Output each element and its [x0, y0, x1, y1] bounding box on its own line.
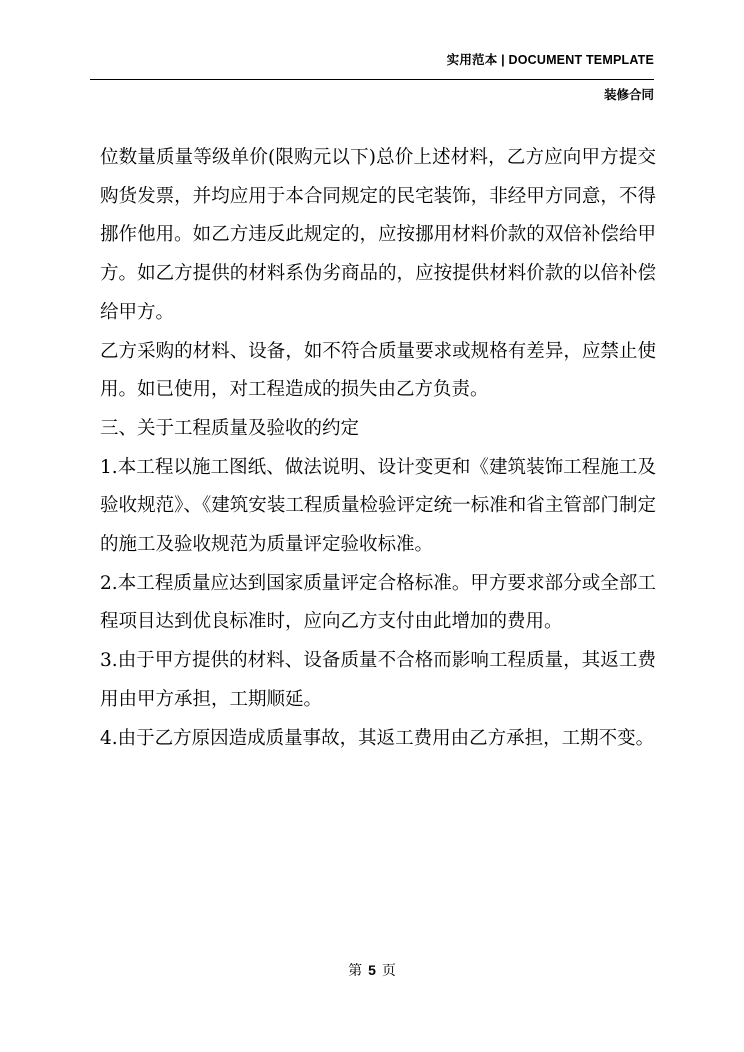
page-footer [0, 961, 744, 980]
section-heading-quality: 三、关于工程质量及验收的约定 [100, 417, 360, 439]
page-header [447, 52, 654, 68]
page-number: 5 [368, 962, 376, 978]
clause-1: 1.本工程以施工图纸、做法说明、设计变更和《建筑装饰工程施工及验收规范》、《建筑安装工程质量检验评定统一标准和省主管部门制定的施工及验收规范为质量评定验收标准。 [100, 456, 656, 556]
paragraph-materials: 位数量质量等级单价(限购元以下)总价上述材料，乙方应向甲方提交购货发票，并均应用于本合同规定的民宅装饰，非经甲方同意，不得挪作他用。如乙方违反此规定的，应按挪用材料价款的双倍补偿给甲方。如乙方提供的材料系伪劣商品的，应按提供材料价款的以倍补偿给甲方。 [100, 147, 656, 323]
clause-2: 2.本工程质量应达到国家质量评定合格标准。甲方要求部分或全部工程项目达到优良标准时，应向乙方支付由此增加的费用。 [100, 572, 656, 633]
clause-4: 4.由于乙方原因造成质量事故，其返工费用由乙方承担，工期不变。 [100, 727, 655, 749]
clause-3: 3.由于甲方提供的材料、设备质量不合格而影响工程质量，其返工费用由甲方承担，工期顺延。 [100, 650, 656, 710]
header-divider [90, 79, 654, 80]
header-brand: 实用范本 | DOCUMENT TEMPLATE [446, 53, 654, 67]
paragraph-purchased-materials: 乙方采购的材料、设备，如不符合质量要求或规格有差异，应禁止使用。如已使用，对工程造成的损失由乙方负责。 [100, 340, 656, 401]
document-body [100, 139, 656, 758]
page-label-suffix: 页 [381, 963, 396, 979]
header-subtitle: 装修合同 [603, 88, 654, 102]
page-label-prefix: 第 [348, 963, 363, 979]
